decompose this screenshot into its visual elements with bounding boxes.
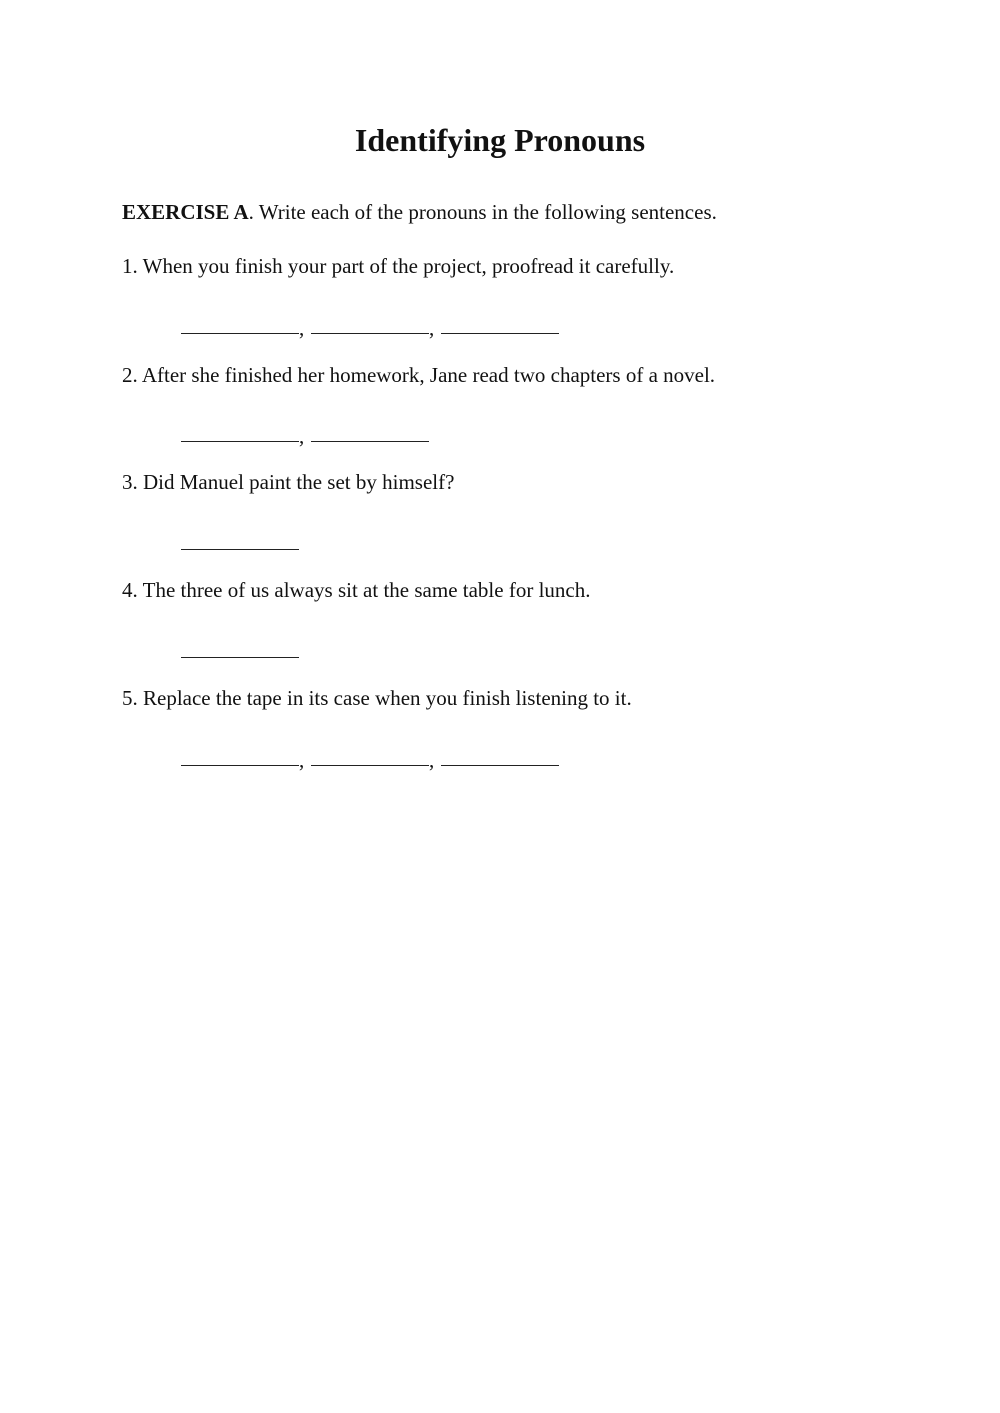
answer-2-1-field[interactable] xyxy=(181,421,299,442)
question-5-answers xyxy=(181,738,559,772)
question-1-answers xyxy=(181,306,559,340)
question-1-text: 1. When you finish your part of the project, proofread it carefully. xyxy=(122,254,675,278)
comma-separator: , xyxy=(429,748,435,772)
question-3-text: 3. Did Manuel paint the set by himself? xyxy=(122,470,455,494)
comma-separator: , xyxy=(299,424,305,448)
exercise-label: EXERCISE A xyxy=(122,200,249,224)
answer-4-1-field[interactable] xyxy=(181,637,299,658)
exercise-instruction xyxy=(122,198,717,226)
answer-3-1-field[interactable] xyxy=(181,529,299,550)
question-2-answers xyxy=(181,414,429,448)
answer-5-1-field[interactable] xyxy=(181,745,299,766)
answer-1-1-field[interactable] xyxy=(181,313,299,334)
answer-1-2-field[interactable] xyxy=(311,313,429,334)
worksheet-title: Identifying Pronouns xyxy=(354,122,646,158)
comma-separator: , xyxy=(299,748,305,772)
comma-separator: , xyxy=(429,316,435,340)
question-4-text: 4. The three of us always sit at the same table for lunch. xyxy=(122,578,591,602)
answer-5-2-field[interactable] xyxy=(311,745,429,766)
exercise-instruction-text: . Write each of the pronouns in the following sentences. xyxy=(248,200,717,224)
question-2-text: 2. After she finished her homework, Jane read two chapters of a novel. xyxy=(122,363,716,387)
answer-1-3-field[interactable] xyxy=(441,313,559,334)
question-5-text: 5. Replace the tape in its case when you finish listening to it. xyxy=(122,686,632,710)
answer-5-3-field[interactable] xyxy=(441,745,559,766)
answer-2-2-field[interactable] xyxy=(311,421,429,442)
question-4-answers xyxy=(181,630,299,658)
question-3-answers xyxy=(181,522,299,550)
comma-separator: , xyxy=(299,316,305,340)
